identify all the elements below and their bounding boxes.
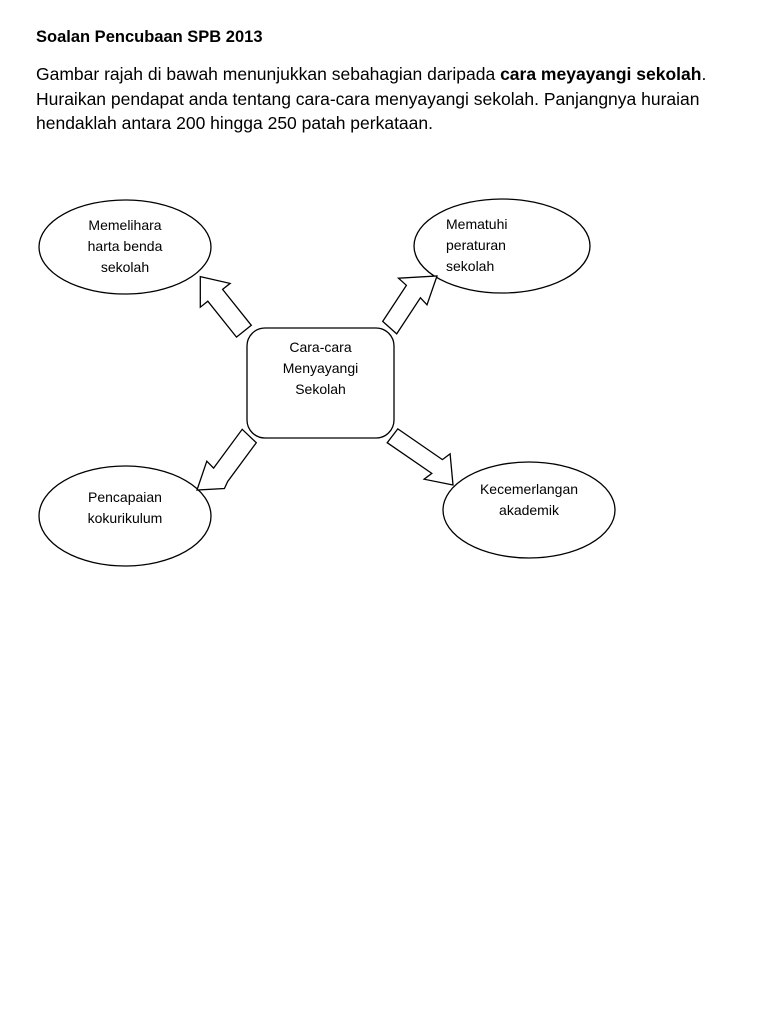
node-top-right-line-3: sekolah [446,258,495,274]
document-title: Soalan Pencubaan SPB 2013 [36,28,263,46]
node-top-left-line-1: Memelihara [88,217,162,233]
node-top-right-line-2: peraturan [446,237,506,253]
node-top-left-label [65,215,185,278]
prompt-text-after: . Huraikan pendapat anda tentang cara-cara menyayangi sekolah. Panjangnya huraian hendaklah antara 200 hingga 250 patah perkataan. [36,64,707,133]
node-bottom-right-label [459,479,599,521]
arrow-to-top-right [383,276,437,334]
node-bottom-right-line-2: akademik [499,502,559,518]
node-top-right-line-1: Mematuhi [446,216,508,232]
node-top-right-label [446,214,566,277]
node-bottom-right-line-1: Kecemerlangan [479,481,579,497]
center-label-line-2: Menyayangi [282,360,359,376]
arrow-to-bottom-left [197,429,256,490]
node-bottom-left-line-2: kokurikulum [87,510,163,526]
node-top-left-line-2: harta benda [87,238,163,254]
node-top-left-line-3: sekolah [100,259,150,275]
prompt-emphasis: cara meyayangi sekolah [500,64,702,84]
arrow-to-bottom-right [387,429,453,485]
prompt-text-before: Gambar rajah di bawah menunjukkan sebahagian daripada [36,64,501,84]
node-bottom-left-line-1: Pencapaian [88,489,162,505]
arrow-to-top-left [200,277,251,338]
center-label [260,337,381,400]
node-bottom-left-label [60,487,190,529]
center-label-line-1: Cara-cara [289,339,352,355]
center-label-line-3: Sekolah [295,381,346,397]
